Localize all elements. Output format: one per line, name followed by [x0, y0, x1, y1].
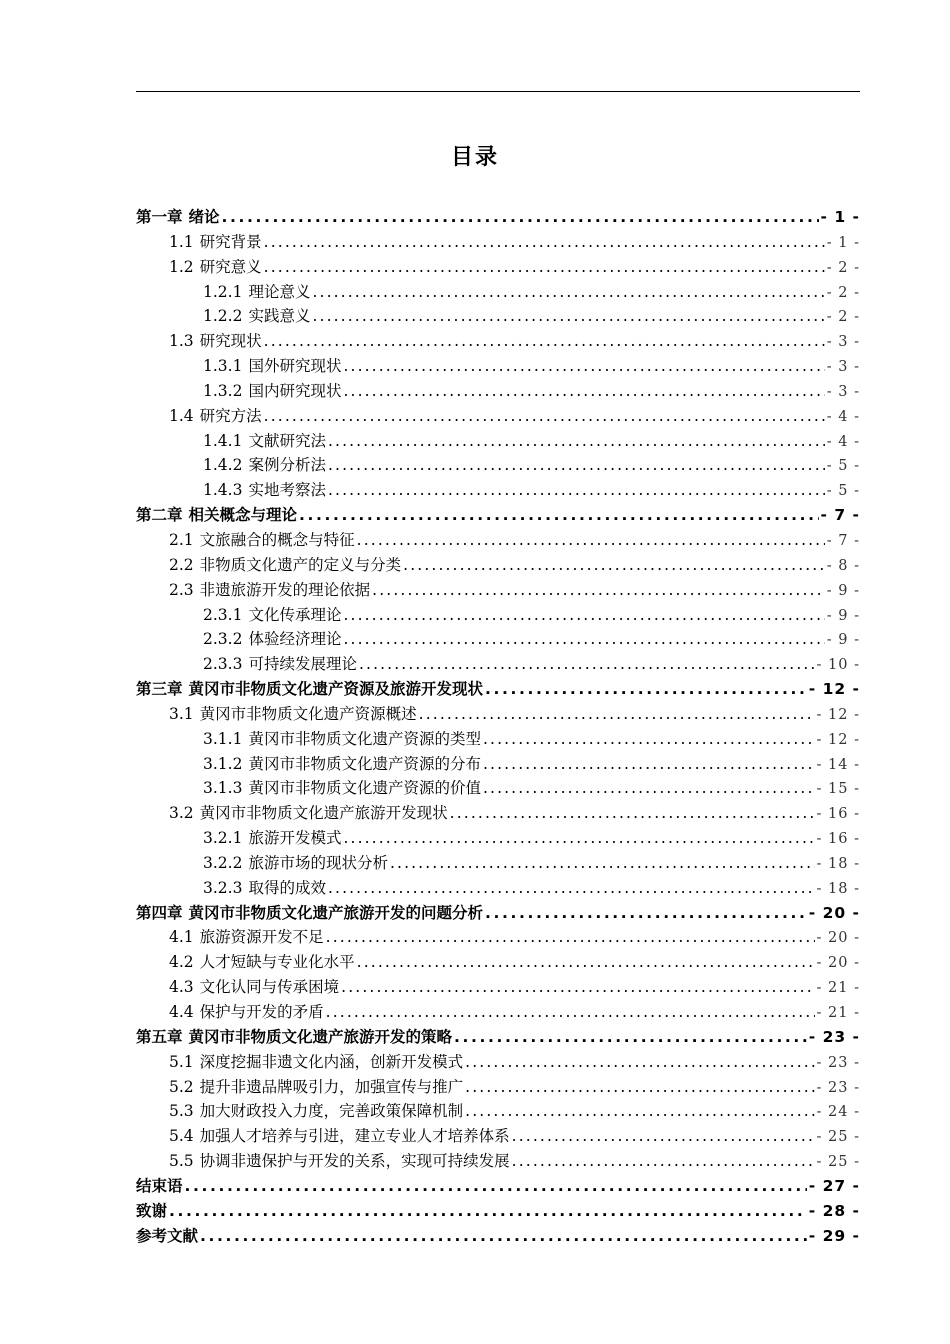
toc-entry-number: 5.5 [169, 1152, 194, 1171]
toc-entry-label: 非遗旅游开发的理论依据 [199, 580, 371, 599]
toc-entry-page-number: - 7 - [826, 532, 860, 549]
toc-entry-page-number: - 21 - [816, 1005, 860, 1021]
toc-entry[interactable] [136, 1124, 860, 1149]
toc-entry-number: 3.1.2 [203, 754, 243, 773]
dot-leader [465, 1050, 814, 1075]
toc-entry-label: 案例分析法 [248, 456, 326, 475]
toc-entry[interactable] [136, 652, 860, 677]
toc-entry-page-number: - 20 - [808, 903, 860, 922]
toc-entry-label: 黄冈市非物质文化遗产资源的价值 [248, 779, 481, 798]
toc-entry-page-number: - 21 - [816, 980, 860, 997]
toc-entry[interactable] [136, 1075, 860, 1100]
dot-leader [341, 975, 814, 1000]
toc-entry-page-number: - 12 - [816, 706, 860, 723]
toc-entry-page-number: - 24 - [816, 1104, 860, 1121]
dot-leader [328, 478, 825, 503]
toc-entry[interactable] [136, 478, 860, 503]
toc-entry-page-number: - 5 - [826, 458, 860, 475]
toc-entry-label: 国外研究现状 [248, 357, 342, 376]
toc-entry-label: 研究背景 [199, 232, 262, 251]
toc-entry[interactable] [136, 975, 860, 1000]
toc-entry-number: 3.1 [169, 704, 194, 723]
toc-entry[interactable] [136, 876, 860, 901]
toc-entry[interactable] [136, 1174, 860, 1199]
toc-entry[interactable] [136, 205, 860, 230]
toc-entry-number: 3.2.3 [203, 878, 243, 897]
dot-leader [403, 553, 825, 578]
toc-entry-number: 3.1.1 [203, 729, 243, 748]
toc-entry-number: 1.2.1 [203, 282, 243, 301]
toc-entry-page-number: - 23 - [808, 1027, 860, 1046]
toc-entry-page-number: - 12 - [808, 680, 860, 699]
toc-entry-number: 1.4.3 [203, 481, 243, 500]
toc-entry-page-number: - 1 - [820, 208, 860, 226]
toc-entry-number: 1.2 [169, 257, 194, 276]
toc-entry[interactable] [136, 404, 860, 429]
toc-entry[interactable] [136, 627, 860, 652]
dot-leader [264, 255, 825, 280]
toc-entry-label: 黄冈市非物质文化遗产旅游开发现状 [199, 804, 448, 823]
toc-entry-number: 5.4 [169, 1127, 194, 1146]
toc-entry-number: 1.4 [169, 406, 194, 425]
toc-entry-page-number: - 2 - [826, 284, 860, 301]
toc-entry[interactable] [136, 801, 860, 826]
toc-entry-label: 保护与开发的矛盾 [199, 1003, 324, 1021]
toc-entry-label: 文化传承理论 [248, 605, 342, 624]
dot-leader [390, 851, 815, 876]
toc-entry[interactable] [136, 304, 860, 329]
toc-entry-number: 4.4 [169, 1003, 194, 1021]
toc-entry-number: 第五章 [136, 1027, 183, 1046]
toc-entry[interactable] [136, 776, 860, 801]
toc-entry-label: 体验经济理论 [248, 630, 342, 649]
dot-leader [485, 677, 807, 702]
toc-entry-label: 研究意义 [199, 257, 262, 276]
dot-leader [343, 826, 814, 851]
toc-entry-number: 1.3.2 [203, 381, 243, 400]
toc-entry-page-number: - 12 - [816, 731, 860, 748]
toc-entry-label: 参考文献 [136, 1226, 199, 1245]
dot-leader [454, 1025, 807, 1050]
toc-entry[interactable] [136, 677, 860, 702]
dot-leader [222, 205, 819, 230]
page-title: 目录 [450, 145, 499, 170]
dot-leader [465, 1075, 814, 1100]
toc-entry-number: 4.3 [169, 978, 194, 997]
toc-entry-label: 黄冈市非物质文化遗产旅游开发的问题分析 [188, 903, 484, 922]
toc-entry-page-number: - 8 - [826, 557, 860, 574]
toc-entry-page-number: - 3 - [826, 334, 860, 351]
toc-entry[interactable] [136, 1149, 860, 1174]
toc-entry-number: 5.3 [169, 1102, 194, 1121]
toc-entry-number: 第二章 [136, 506, 183, 525]
toc-entry-number: 第四章 [136, 903, 183, 922]
toc-entry-label: 实地考察法 [248, 481, 326, 500]
toc-entry-label: 黄冈市非物质文化遗产旅游开发的策略 [188, 1027, 453, 1046]
toc-entry-number: 3.2.2 [203, 853, 243, 872]
toc-entry[interactable] [136, 255, 860, 280]
toc-entry-number: 3.2 [169, 804, 194, 823]
dot-leader [200, 1224, 807, 1249]
toc-entry-label: 深度挖掘非遗文化内涵，创新开发模式 [199, 1052, 464, 1071]
toc-entry-page-number: - 10 - [816, 657, 860, 674]
toc-entry[interactable] [136, 826, 860, 851]
toc-entry-number: 第一章 [136, 208, 183, 226]
dot-leader [512, 1149, 815, 1174]
toc-entry-number: 第三章 [136, 680, 183, 699]
toc-entry[interactable] [136, 503, 860, 528]
dot-leader [343, 603, 824, 628]
toc-entry-label: 黄冈市非物质文化遗产资源及旅游开发现状 [188, 680, 484, 699]
dot-leader [512, 1124, 815, 1149]
toc-entry-label: 黄冈市非物质文化遗产资源的分布 [248, 754, 481, 773]
toc-entry-number: 4.2 [169, 953, 194, 972]
dot-leader [483, 776, 815, 801]
toc-entry[interactable] [136, 329, 860, 354]
toc-entry-page-number: - 4 - [826, 433, 860, 450]
toc-entry-label: 加大财政投入力度，完善政策保障机制 [199, 1102, 464, 1121]
dot-leader [328, 429, 825, 454]
dot-leader [299, 503, 819, 528]
toc-entry-page-number: - 20 - [816, 930, 860, 947]
dot-leader [357, 950, 815, 975]
toc-entry-label: 理论意义 [248, 282, 311, 301]
toc-entry-page-number: - 23 - [816, 1054, 860, 1071]
toc-entry-number: 2.3 [169, 580, 194, 599]
toc-entry[interactable] [136, 851, 860, 876]
toc-entry-label: 提升非遗品牌吸引力，加强宣传与推广 [199, 1077, 464, 1096]
toc-entry-label: 研究现状 [199, 332, 262, 351]
toc-entry-page-number: - 27 - [808, 1176, 860, 1195]
toc-entry-number: 2.2 [169, 555, 194, 574]
toc-entry[interactable] [136, 1099, 860, 1124]
toc-entry-number: 2.3.1 [203, 605, 243, 624]
toc-entry-page-number: - 2 - [826, 259, 860, 276]
dot-leader [326, 1000, 815, 1025]
dot-leader [483, 752, 815, 777]
toc-entry-page-number: - 2 - [826, 309, 860, 326]
toc-entry-label: 协调非遗保护与开发的关系，实现可持续发展 [199, 1152, 510, 1171]
toc-entry-page-number: - 9 - [826, 632, 860, 649]
toc-entry[interactable] [136, 230, 860, 255]
toc-entry-page-number: - 9 - [826, 582, 860, 599]
toc-entry-label: 旅游开发模式 [248, 829, 342, 848]
dot-leader [357, 528, 825, 553]
dot-leader [264, 329, 825, 354]
toc-entry-page-number: - 15 - [816, 781, 860, 798]
toc-entry-number: 5.2 [169, 1077, 194, 1096]
toc-entry[interactable] [136, 1224, 860, 1249]
dot-leader [264, 230, 825, 255]
toc-entry-number: 2.1 [169, 530, 194, 549]
toc-entry-label: 文化认同与传承困境 [199, 978, 340, 997]
toc-entry-label: 绪论 [188, 208, 220, 226]
toc-entry[interactable] [136, 752, 860, 777]
dot-leader [326, 925, 815, 950]
toc-entry-label: 人才短缺与专业化水平 [199, 953, 355, 972]
toc-entry[interactable] [136, 727, 860, 752]
toc-entry-page-number: - 28 - [808, 1201, 860, 1220]
toc-entry-label: 相关概念与理论 [188, 506, 298, 525]
dot-leader [312, 304, 824, 329]
toc-entry[interactable] [136, 1025, 860, 1050]
toc-entry[interactable] [136, 280, 860, 305]
toc-entry-page-number: - 16 - [816, 831, 860, 848]
toc-entry[interactable] [136, 950, 860, 975]
toc-entry-label: 黄冈市非物质文化遗产资源概述 [199, 704, 417, 723]
dot-leader [343, 354, 824, 379]
toc-entry[interactable] [136, 453, 860, 478]
toc-entry-page-number: - 25 - [816, 1154, 860, 1171]
toc-entry-page-number: - 20 - [816, 955, 860, 972]
toc-entry[interactable] [136, 528, 860, 553]
toc-entry-label: 文旅融合的概念与特征 [199, 530, 355, 549]
toc-entry-label: 结束语 [136, 1176, 183, 1195]
toc-entry-page-number: - 4 - [826, 408, 860, 425]
toc-entry[interactable] [136, 429, 860, 454]
toc-entry-page-number: - 16 - [816, 806, 860, 823]
header-rule [136, 91, 860, 92]
dot-leader [343, 379, 824, 404]
toc-entry[interactable] [136, 379, 860, 404]
dot-leader [465, 1099, 814, 1124]
toc-entry[interactable] [136, 1000, 860, 1025]
dot-leader [483, 727, 815, 752]
toc-entry-label: 国内研究现状 [248, 381, 342, 400]
dot-leader [372, 578, 825, 603]
toc-entry[interactable] [136, 553, 860, 578]
dot-leader [419, 702, 815, 727]
toc-entry-number: 3.1.3 [203, 779, 243, 798]
toc-entry-page-number: - 3 - [826, 359, 860, 376]
toc-entry-number: 5.1 [169, 1052, 194, 1071]
dot-leader [328, 453, 825, 478]
toc-entry-label: 取得的成效 [248, 878, 326, 897]
toc-entry-page-number: - 18 - [816, 855, 860, 872]
toc-entry-page-number: - 9 - [826, 607, 860, 624]
toc-entry-label: 加强人才培养与引进，建立专业人才培养体系 [199, 1127, 510, 1146]
dot-leader [450, 801, 815, 826]
toc-entry[interactable] [136, 354, 860, 379]
toc-entry-page-number: - 5 - [826, 483, 860, 500]
toc-entry-page-number: - 3 - [826, 383, 860, 400]
toc-entry-page-number: - 7 - [820, 506, 860, 525]
dot-leader [264, 404, 825, 429]
toc-entry-number: 1.1 [169, 232, 194, 251]
dot-leader [169, 1199, 807, 1224]
table-of-contents [136, 205, 860, 1248]
toc-entry[interactable] [136, 1050, 860, 1075]
toc-entry-page-number: - 1 - [826, 234, 860, 251]
toc-entry-number: 3.2.1 [203, 829, 243, 848]
toc-entry-number: 2.3.2 [203, 630, 243, 649]
toc-entry[interactable] [136, 603, 860, 628]
toc-entry-page-number: - 14 - [816, 756, 860, 773]
toc-entry-label: 实践意义 [248, 307, 311, 326]
toc-entry[interactable] [136, 578, 860, 603]
dot-leader [343, 627, 824, 652]
dot-leader [485, 901, 807, 926]
toc-entry-page-number: - 29 - [808, 1226, 860, 1245]
toc-entry-number: 1.4.2 [203, 456, 243, 475]
toc-entry-label: 旅游市场的现状分析 [248, 853, 388, 872]
toc-entry-label: 可持续发展理论 [248, 655, 357, 674]
dot-leader [312, 280, 824, 305]
toc-entry-label: 黄冈市非物质文化遗产资源的类型 [248, 729, 481, 748]
toc-entry[interactable] [136, 702, 860, 727]
toc-entry-number: 1.4.1 [203, 431, 243, 450]
toc-entry[interactable] [136, 1199, 860, 1224]
toc-entry-label: 文献研究法 [248, 431, 326, 450]
toc-entry-number: 1.2.2 [203, 307, 243, 326]
dot-leader [185, 1174, 807, 1199]
toc-entry-number: 4.1 [169, 928, 194, 947]
toc-entry-label: 旅游资源开发不足 [199, 928, 324, 947]
toc-entry-page-number: - 25 - [816, 1129, 860, 1146]
dot-leader [328, 876, 815, 901]
toc-entry[interactable] [136, 925, 860, 950]
toc-entry-page-number: - 23 - [816, 1079, 860, 1096]
dot-leader [359, 652, 815, 677]
toc-entry-label: 研究方法 [199, 406, 262, 425]
toc-entry-number: 1.3.1 [203, 357, 243, 376]
toc-entry-label: 致谢 [136, 1201, 168, 1220]
toc-entry-label: 非物质文化遗产的定义与分类 [199, 555, 402, 574]
toc-entry-number: 2.3.3 [203, 655, 243, 674]
toc-entry[interactable] [136, 901, 860, 926]
toc-entry-page-number: - 18 - [816, 880, 860, 897]
toc-entry-number: 1.3 [169, 332, 194, 351]
